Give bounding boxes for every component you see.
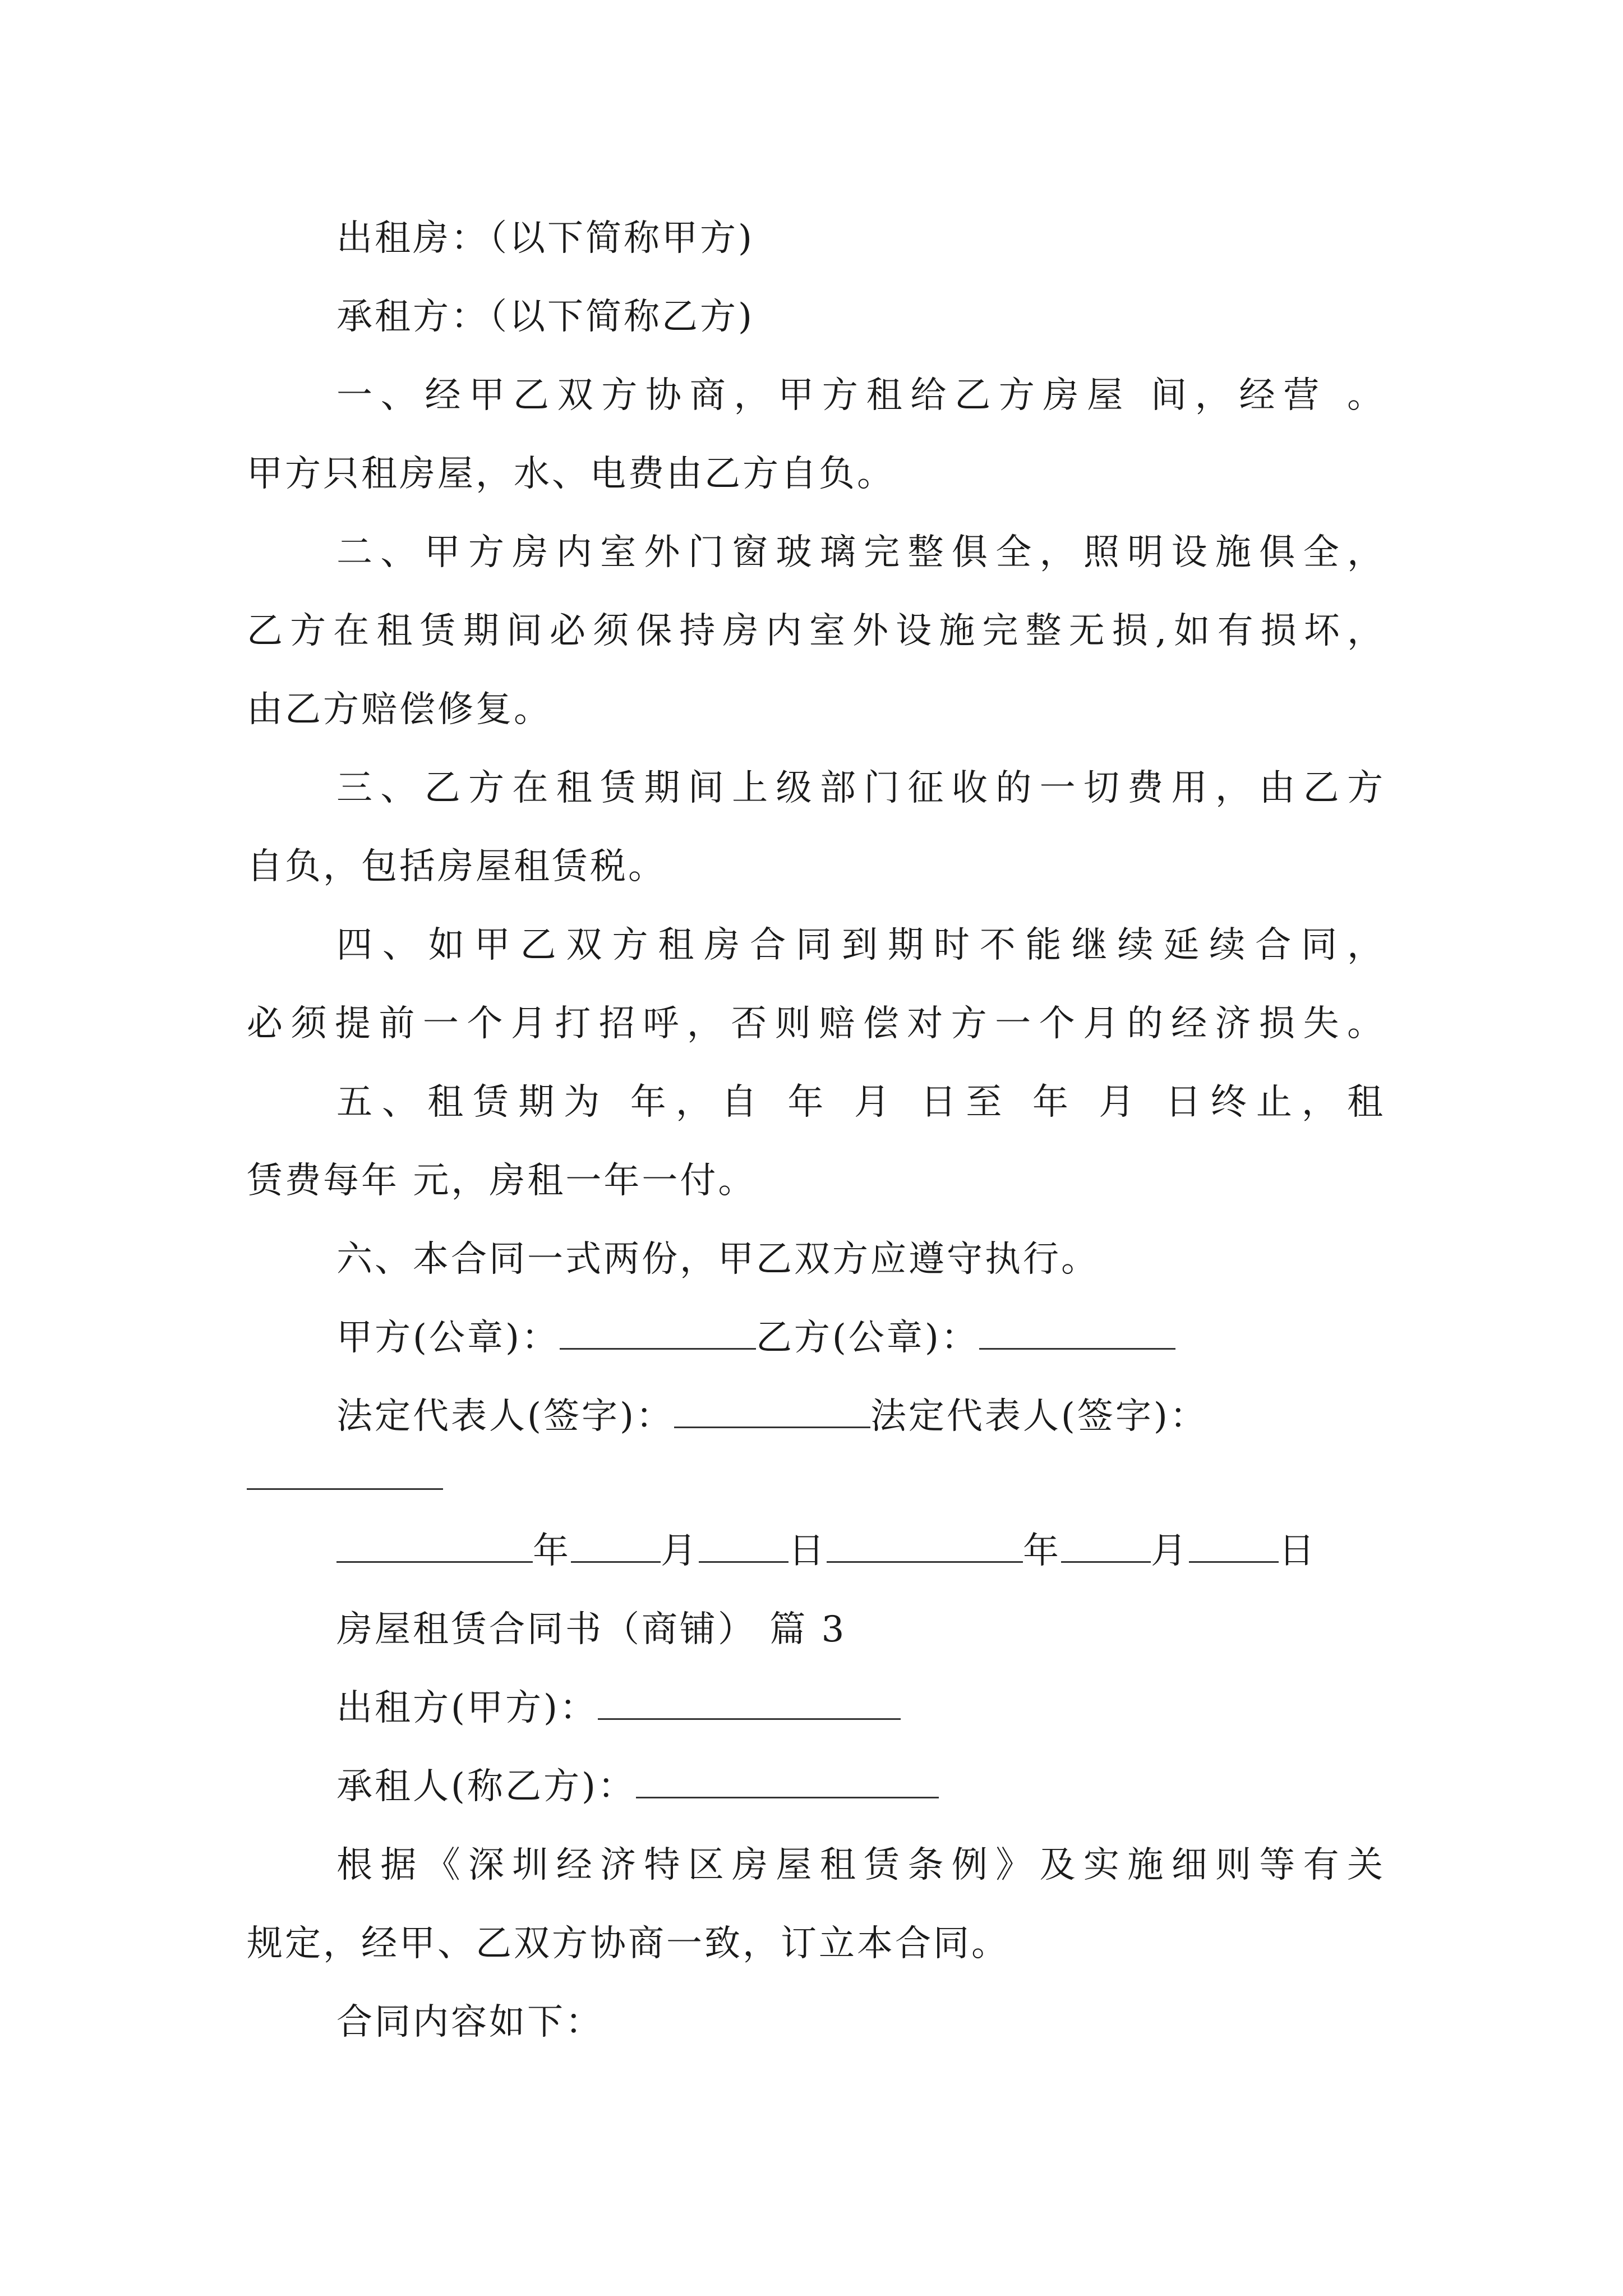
date-line <box>336 1529 1385 1573</box>
rep-b-label: 法定代表人(签字)： <box>870 1396 1208 1437</box>
lessor-line: 出租房：（以下简称甲方) <box>336 218 754 259</box>
date-b-year-blank <box>827 1530 1023 1563</box>
section3-lessee-blank <box>636 1765 939 1798</box>
clause-5-line-2: 赁费每年 元，房租一年一付。 <box>247 1160 757 1202</box>
clause-1-line-2: 甲方只租房屋，水、电费由乙方自负。 <box>247 453 895 495</box>
rep-b-blank <box>247 1457 443 1490</box>
clause-4-line-2: 必须提前一个月打招呼，否则赔偿对方一个月的经济损失。 <box>247 1003 1385 1045</box>
date-a-month-label: 月 <box>661 1530 699 1572</box>
clause-6-line: 六、本合同一式两份，甲乙双方应遵守执行。 <box>336 1239 1099 1280</box>
date-b-month-label: 月 <box>1151 1530 1189 1572</box>
clause-4-line-1: 四、如甲乙双方租房合同到期时不能继续延续合同， <box>336 924 1385 966</box>
date-a-month-blank <box>571 1530 661 1563</box>
section3-content-intro: 合同内容如下： <box>336 2001 603 2043</box>
date-b-month-blank <box>1061 1530 1151 1563</box>
clause-2-line-3: 由乙方赔偿修复。 <box>247 689 552 730</box>
section3-basis-line-1: 根据《深圳经济特区房屋租赁条例》及实施细则等有关 <box>336 1844 1385 1886</box>
section3-lessee-label: 承租人(称乙方)： <box>336 1766 636 1807</box>
date-b-day-blank <box>1189 1530 1279 1563</box>
rep-b-blank-line <box>247 1456 1385 1501</box>
party-b-seal-blank <box>979 1317 1175 1350</box>
party-b-seal-label: 乙方(公章)： <box>755 1317 979 1359</box>
clause-1-line-1: 一、经甲乙双方协商，甲方租给乙方房屋 间，经营 。 <box>336 375 1385 416</box>
clause-3-line-1: 三、乙方在租赁期间上级部门征收的一切费用，由乙方 <box>336 767 1385 809</box>
clause-2-line-2: 乙方在租赁期间必须保持房内室外设施完整无损,如有损坏， <box>247 610 1385 652</box>
date-b-day-label: 日 <box>1279 1530 1317 1572</box>
section3-lessor-blank <box>598 1687 901 1720</box>
party-a-seal-blank <box>560 1317 756 1350</box>
representative-line <box>336 1394 1385 1439</box>
party-a-seal-label: 甲方(公章)： <box>336 1317 560 1359</box>
section3-lessee-line <box>336 1764 1385 1809</box>
rep-a-label: 法定代表人(签字)： <box>336 1396 674 1437</box>
date-a-year-label: 年 <box>533 1530 571 1572</box>
date-b-year-label: 年 <box>1023 1530 1061 1572</box>
section3-basis-line-2: 规定，经甲、乙双方协商一致，订立本合同。 <box>247 1923 1009 1964</box>
date-a-year-blank <box>336 1530 533 1563</box>
lessee-line: 承租方：（以下简称乙方) <box>336 296 754 338</box>
section-heading: 房屋租赁合同书（商铺） 篇 3 <box>336 1609 847 1650</box>
rep-a-blank <box>674 1395 870 1428</box>
date-a-day-blank <box>699 1530 789 1563</box>
clause-3-line-2: 自负，包括房屋租赁税。 <box>247 846 666 887</box>
section3-lessor-label: 出租方(甲方)： <box>336 1687 598 1729</box>
clause-5-line-1: 五、租赁期为 年，自 年 月 日至 年 月 日终止，租 <box>336 1082 1385 1123</box>
clause-2-line-1: 二、甲方房内室外门窗玻璃完整俱全，照明设施俱全， <box>336 532 1385 573</box>
party-seal-line <box>336 1315 1385 1360</box>
date-a-day-label: 日 <box>789 1530 827 1572</box>
section3-lessor-line <box>336 1686 1385 1731</box>
